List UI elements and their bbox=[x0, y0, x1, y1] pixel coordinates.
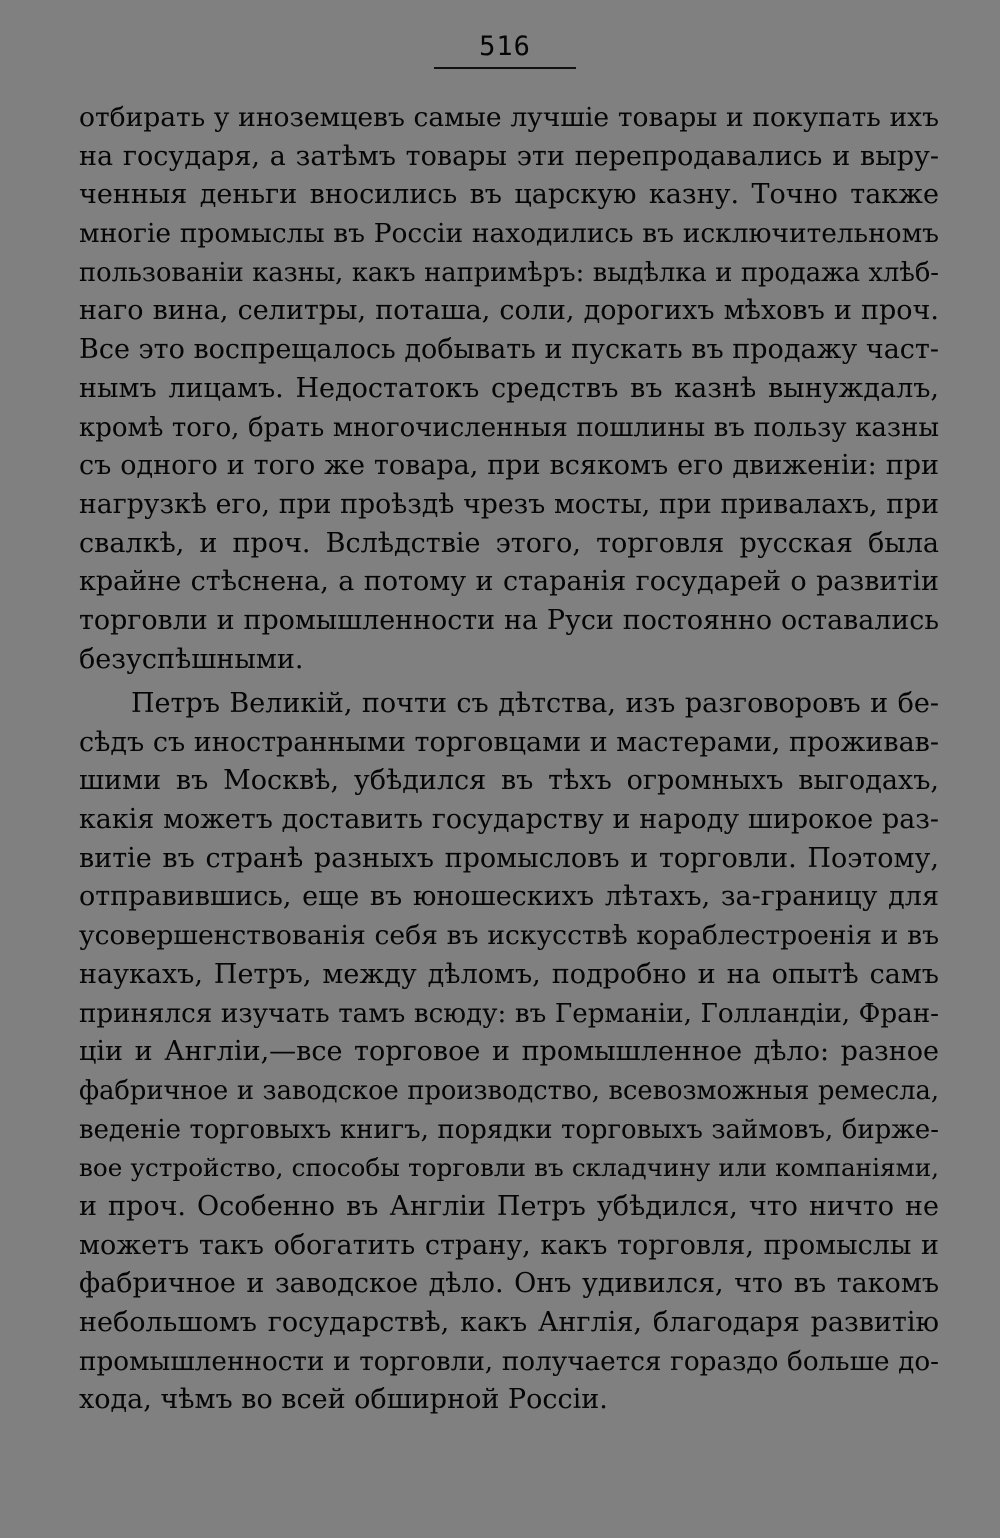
page-header bbox=[434, 30, 576, 69]
text-line: многіе промыслы въ Россіи находились въ исключительномъ bbox=[79, 218, 939, 250]
text-line: отбирать у иноземцевъ самые лучшіе товары и покупать ихъ bbox=[79, 102, 939, 133]
text-line: торговли и промышленности на Руси постоянно оставались bbox=[79, 604, 939, 636]
text-line: можетъ такъ обогатить страну, какъ торговля, промыслы и bbox=[79, 1229, 939, 1261]
text-line: небольшомъ государствѣ, какъ Англія, благодаря развитію bbox=[79, 1307, 939, 1338]
text-line: витіе въ странѣ разныхъ промысловъ и торговли. Поэтому, bbox=[79, 842, 939, 874]
text-line: ціи и Англіи,—все торговое и промышленное дѣло: разное bbox=[79, 1036, 939, 1068]
text-line: крайне стѣснена, а потому и старанія государей о развитіи bbox=[79, 566, 939, 598]
paragraph-2 bbox=[79, 685, 939, 1420]
text-line: и проч. Особенно въ Англіи Петръ убѣдился, что ничто не bbox=[79, 1190, 939, 1222]
text-line: хода, чѣмъ во всей обширной Россіи. bbox=[79, 1384, 608, 1416]
text-line: съ одного и того же товара, при всякомъ его движеніи: при bbox=[79, 450, 939, 482]
header-rule bbox=[434, 67, 576, 69]
text-line: веденіе торговыхъ книгъ, порядки торговыхъ займовъ, бирже- bbox=[79, 1114, 939, 1145]
text-line: сѣдъ съ иностранными торговцами и мастерами, проживав- bbox=[79, 726, 939, 758]
text-line: безуспѣшными. bbox=[79, 643, 304, 675]
paragraph-1 bbox=[79, 99, 939, 679]
text-line: принялся изучать тамъ всюду: въ Германіи, Голландіи, Фран- bbox=[79, 998, 939, 1029]
text-line: промышленности и торговли, получается гораздо больше до- bbox=[79, 1346, 939, 1377]
text-line: нагрузкѣ его, при проѣздѣ чрезъ мосты, при привалахъ, при bbox=[79, 488, 939, 520]
text-line: Все это воспрещалось добывать и пускать въ продажу част- bbox=[79, 334, 939, 366]
text-line: наго вина, селитры, поташа, соли, дорогихъ мѣховъ и проч. bbox=[79, 295, 939, 327]
text-line: пользованіи казны, какъ напримѣръ: выдѣлка и продажа хлѣб- bbox=[79, 257, 939, 288]
text-line: усовершенствованія себя въ искусствѣ кораблестроенія и въ bbox=[79, 920, 939, 952]
text-line: наукахъ, Петръ, между дѣломъ, подробно и на опытѣ самъ bbox=[79, 958, 939, 990]
text-line: какія можетъ доставить государству и народу широкое раз- bbox=[79, 804, 939, 836]
text-line: на государя, а затѣмъ товары эти перепродавались и выру- bbox=[79, 140, 939, 172]
text-line: фабричное и заводское производство, всевозможныя ремесла, bbox=[79, 1075, 939, 1106]
text-line: Петръ Великій, почти съ дѣтства, изъ разговоровъ и бе- bbox=[131, 688, 939, 719]
text-line: ченныя деньги вносились въ царскую казну. Точно также bbox=[79, 179, 939, 211]
page-number: 516 bbox=[479, 31, 531, 62]
text-line: шими въ Москвѣ, убѣдился въ тѣхъ огромныхъ выгодахъ, bbox=[79, 765, 939, 797]
text-line: свалкѣ, и проч. Вслѣдствіе этого, торговля русская была bbox=[79, 527, 939, 559]
text-line: фабричное и заводское дѣло. Онъ удивился, что въ такомъ bbox=[79, 1268, 939, 1300]
text-line: нымъ лицамъ. Недостатокъ средствъ въ казнѣ вынуждалъ, bbox=[79, 372, 939, 404]
text-line: вое устройство, способы торговли въ складчину или компаніями, bbox=[79, 1153, 939, 1183]
text-line: отправившись, еще въ юношескихъ лѣтахъ, за-границу для bbox=[79, 881, 939, 913]
text-line: кромѣ того, брать многочисленныя пошлины въ пользу казны bbox=[79, 412, 939, 443]
